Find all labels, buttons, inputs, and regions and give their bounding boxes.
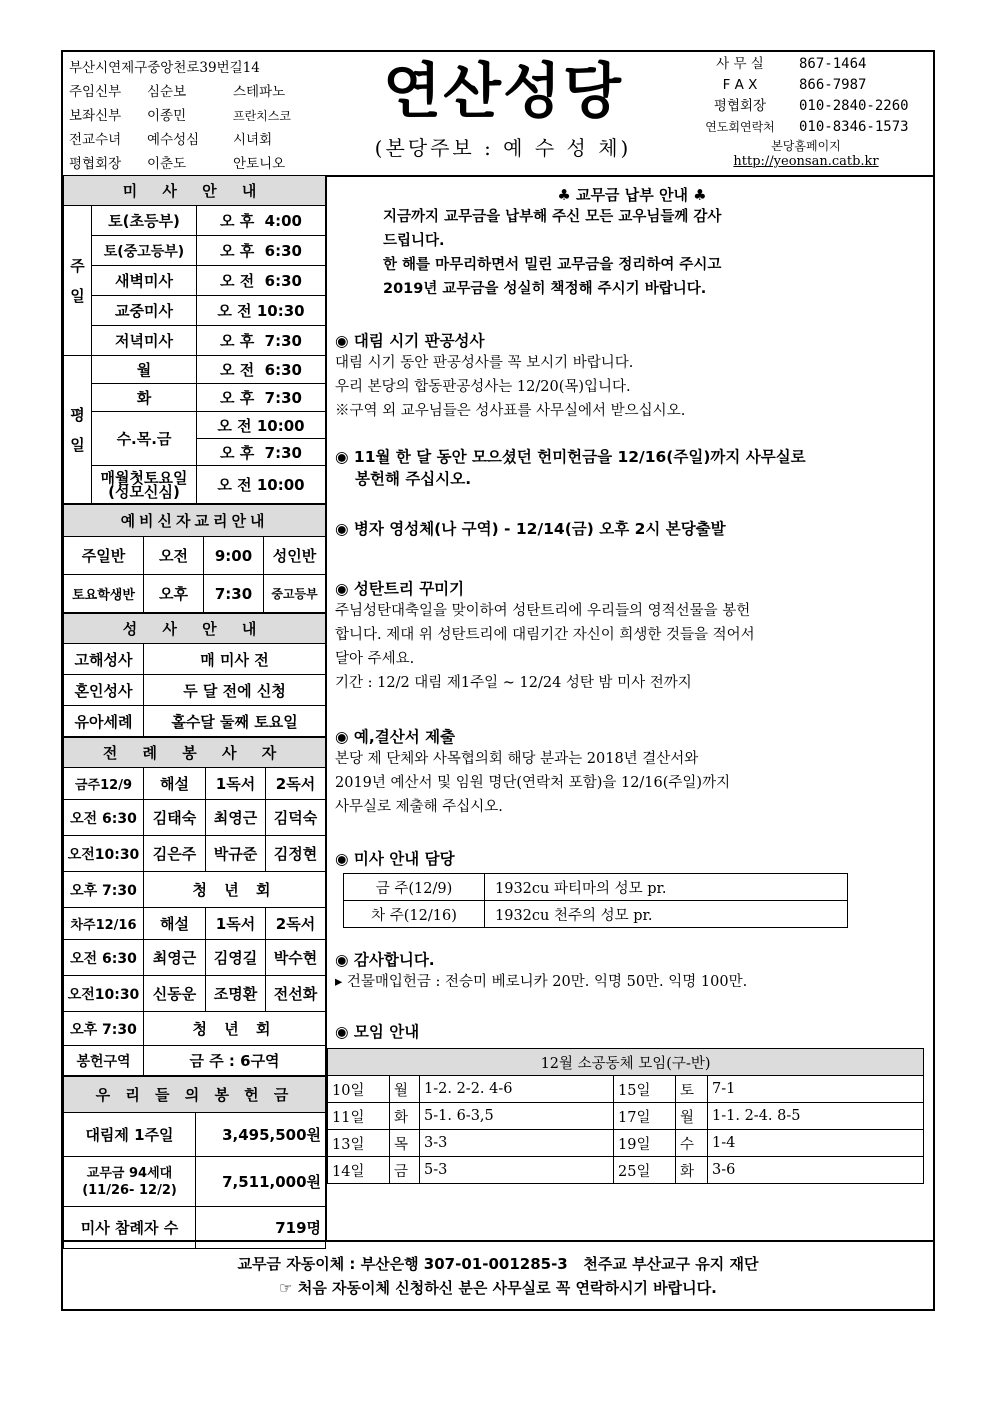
meet-date: 10일 [328, 1076, 390, 1103]
section-heading-cont: 봉헌해 주십시오. [355, 470, 472, 488]
mass-name: 저녁미사 [92, 326, 197, 356]
servers-cell: 오후 7:30 [64, 1012, 144, 1046]
staff-role: 보좌신부 [69, 108, 122, 124]
thanks-line: ▸ 건물매입헌금 : 전승미 베로니카 20만. 익명 50만. 익명 100만. [335, 974, 748, 990]
meet-day: 화 [676, 1157, 708, 1184]
mass-time: 오 후 6:30 [197, 236, 326, 266]
sacrament-value: 두 달 전에 신청 [144, 675, 326, 706]
mass-guide-title: 미 사 안 내 [64, 176, 326, 206]
table-row [328, 1076, 924, 1103]
mass-time: 오 후 7:30 [197, 384, 326, 412]
mass-time: 오 전 10:00 [197, 412, 326, 439]
sacrament-value: 매 미사 전 [144, 644, 326, 675]
header-contacts [681, 54, 931, 138]
weekday-label: 평 일 [64, 356, 92, 504]
mass-name: 매월첫토요일(성모신심) [92, 466, 197, 504]
servers-title: 전 례 봉 사 자 [64, 738, 326, 768]
staff-role: 평협회장 [69, 156, 122, 172]
class-ampm: 오전 [144, 537, 204, 575]
servers-cell: 청 년 회 [144, 872, 326, 908]
servers-table [63, 737, 326, 1076]
servers-cell: 2독서 [266, 908, 326, 940]
offering-name: 교무금 94세대 (11/26- 12/2) [64, 1157, 196, 1207]
footer-contact-line: ☞ 처음 자동이체 신청하신 분은 사무실로 꼭 연락하시기 바랍니다. [279, 1279, 717, 1297]
staff-name: 예수성심 [147, 132, 200, 148]
servers-cell: 최영근 [144, 940, 206, 976]
meet-group: 5-3 [420, 1157, 614, 1184]
district-value: 금 주 : 6구역 [144, 1046, 326, 1076]
notice-title: ♣ 교무금 납부 안내 ♣ [557, 186, 707, 204]
sunday-label: 주 일 [64, 206, 92, 356]
mass-time: 오 후 4:00 [197, 206, 326, 236]
staff-row [69, 128, 349, 152]
section-heading: ◉ 예,결산서 제출 [335, 728, 456, 746]
servers-cell: 해설 [144, 908, 206, 940]
right-column [332, 184, 929, 1184]
section-heading: ◉ 11월 한 달 동안 모으셨던 헌미헌금을 12/16(주일)까지 사무실로 [335, 448, 806, 466]
sacrament-name: 유아세례 [64, 706, 144, 737]
staff-row [69, 104, 349, 128]
table-row [328, 1130, 924, 1157]
left-column [63, 175, 325, 1249]
address: 부산시연제구중앙천로39번길14 [69, 60, 260, 76]
staff-row [69, 152, 349, 176]
contact-label: F A X [722, 77, 758, 93]
section-christmas-tree [335, 577, 929, 695]
meet-date: 19일 [614, 1130, 676, 1157]
servers-cell: 최영근 [206, 800, 266, 836]
section-line: 본당 제 단체와 사목협의회 해당 분과는 2018년 결산서와 [335, 751, 699, 767]
servers-cell: 청 년 회 [144, 1012, 326, 1046]
staff-extra: 시녀회 [233, 132, 273, 148]
meet-group: 3-3 [420, 1130, 614, 1157]
notice-line: 한 해를 마무리하면서 밀린 교무금을 정리하여 주시고 [383, 257, 722, 273]
class-ampm: 오후 [144, 575, 204, 613]
staff-role: 주임신부 [69, 84, 122, 100]
section-heading: ◉ 병자 영성체(나 구역) - 12/14(금) 오후 2시 본당출발 [335, 520, 726, 538]
servers-cell: 김은주 [144, 836, 206, 872]
meet-group: 1-1. 2-4. 8-5 [708, 1103, 924, 1130]
contact-label: 사 무 실 [716, 56, 764, 72]
contact-row [681, 117, 931, 138]
section-heading: ◉ 대림 시기 판공성사 [335, 332, 485, 350]
sacrament-title: 성 사 안 내 [64, 614, 326, 644]
meet-date: 17일 [614, 1103, 676, 1130]
offerings-table [63, 1076, 326, 1249]
servers-cell: 김태숙 [144, 800, 206, 836]
staff-extra: 스테파노 [233, 84, 286, 100]
meet-date: 11일 [328, 1103, 390, 1130]
sacrament-name: 혼인성사 [64, 675, 144, 706]
servers-cell: 신동운 [144, 976, 206, 1012]
section-line: 2019년 예산서 및 임원 명단(연락처 포함)을 12/16(주일)까지 [335, 775, 731, 791]
sacrament-value: 홀수달 둘째 토요일 [144, 706, 326, 737]
contact-row [681, 75, 931, 96]
table-row [344, 874, 848, 901]
notice-line: 지금까지 교무금을 납부해 주신 모든 교우님들께 감사 [383, 209, 722, 225]
section-mass-duty [335, 847, 929, 928]
meet-group: 1-2. 2-2. 4-6 [420, 1076, 614, 1103]
contact-value: 010-8346-1573 [799, 119, 909, 135]
notice-line: 2019년 교무금을 성실히 책정해 주시기 바랍니다. [383, 281, 707, 297]
section-heading: ◉ 모임 안내 [335, 1023, 420, 1041]
footer-bank-line: 교무금 자동이체 : 부산은행 307-01-001285-3 천주교 부산교구 유지 재단 [237, 1255, 759, 1273]
servers-cell: 오전10:30 [64, 976, 144, 1012]
class-name: 주일반 [64, 537, 144, 575]
table-row [328, 1157, 924, 1184]
servers-cell: 차주12/16 [64, 908, 144, 940]
meet-date: 15일 [614, 1076, 676, 1103]
servers-cell: 해설 [144, 768, 206, 800]
staff-extra: 안토니오 [233, 156, 286, 172]
servers-cell: 박수현 [266, 940, 326, 976]
offering-value: 3,495,500원 [196, 1113, 326, 1157]
servers-cell: 전선화 [266, 976, 326, 1012]
class-time: 7:30 [204, 575, 264, 613]
mass-time: 오 후 7:30 [197, 326, 326, 356]
servers-cell: 조명환 [206, 976, 266, 1012]
catechumen-table [63, 504, 326, 613]
sacrament-name: 고해성사 [64, 644, 144, 675]
class-group: 성인반 [264, 537, 326, 575]
class-name: 토요학생반 [64, 575, 144, 613]
notice-line: 드립니다. [383, 233, 445, 249]
mass-name: 수.목.금 [92, 412, 197, 466]
servers-cell: 김영길 [206, 940, 266, 976]
duty-week: 차 주(12/16) [344, 901, 485, 928]
section-line: ※구역 외 교우님들은 성사표를 사무실에서 받으십시오. [335, 403, 686, 419]
class-time: 9:00 [204, 537, 264, 575]
meet-group: 5-1. 6-3,5 [420, 1103, 614, 1130]
offering-name: 미사 참례자 수 [64, 1207, 196, 1249]
section-heading: ◉ 감사합니다. [335, 951, 435, 969]
meetings-title: 12월 소공동체 모임(구-반) [328, 1049, 924, 1076]
mass-time: 오 전 6:30 [197, 266, 326, 296]
servers-cell: 김덕숙 [266, 800, 326, 836]
servers-cell: 2독서 [266, 768, 326, 800]
duty-group: 1932cu 천주의 성모 pr. [485, 901, 848, 928]
mass-name: 교중미사 [92, 296, 197, 326]
contact-row [681, 54, 931, 75]
contact-row [681, 96, 931, 117]
sacrament-table [63, 613, 326, 737]
meet-day: 수 [676, 1130, 708, 1157]
servers-cell: 금주12/9 [64, 768, 144, 800]
staff-extra: 프란치스코 [233, 109, 291, 123]
section-line: 우리 본당의 합동판공성사는 12/20(목)입니다. [335, 379, 631, 395]
contact-label: 연도회연락처 [705, 120, 775, 134]
section-heading: ◉ 성탄트리 꾸미기 [335, 580, 465, 598]
meet-date: 14일 [328, 1157, 390, 1184]
servers-cell: 1독서 [206, 908, 266, 940]
section-sick-communion [335, 517, 929, 539]
section-line: 합니다. 제대 위 성탄트리에 대림기간 자신이 희생한 것들을 적어서 [335, 627, 755, 643]
homepage-link[interactable]: http://yeonsan.catb.kr [733, 154, 879, 169]
mass-name: 토(중고등부) [92, 236, 197, 266]
class-group: 중고등부 [264, 575, 326, 613]
mass-time: 오 전 6:30 [197, 356, 326, 384]
section-line: 사무실로 제출해 주십시오. [335, 799, 503, 815]
church-title: 연산성당 [383, 57, 623, 127]
servers-cell: 박규준 [206, 836, 266, 872]
staff-row [69, 80, 349, 104]
church-subtitle: (본당주보 : 예 수 성 체) [374, 136, 632, 160]
mass-duty-table [343, 873, 848, 928]
header-staff [69, 56, 349, 176]
mass-name: 화 [92, 384, 197, 412]
section-line: 대림 시기 동안 판공성사를 꼭 보시기 바랍니다. [335, 355, 634, 371]
staff-name: 이종민 [147, 108, 187, 124]
meet-day: 월 [676, 1103, 708, 1130]
duty-week: 금 주(12/9) [344, 874, 485, 901]
offering-value: 7,511,000원 [196, 1157, 326, 1207]
meet-group: 1-4 [708, 1130, 924, 1157]
meet-group: 7-1 [708, 1076, 924, 1103]
contact-value: 867-1464 [799, 56, 867, 72]
offering-name: 대림제 1주일 [64, 1113, 196, 1157]
table-row [328, 1103, 924, 1130]
servers-cell: 김정현 [266, 836, 326, 872]
homepage [681, 138, 931, 170]
contact-label: 평협회장 [713, 98, 767, 114]
catechumen-title: 예비신자교리안내 [64, 505, 326, 537]
servers-cell: 오전 6:30 [64, 940, 144, 976]
meet-date: 13일 [328, 1130, 390, 1157]
mass-name: 토(초등부) [92, 206, 197, 236]
offering-value: 719명 [196, 1207, 326, 1249]
staff-name: 심순보 [147, 84, 187, 100]
mass-time: 오 전 10:00 [197, 466, 326, 504]
section-heading: ◉ 미사 안내 담당 [335, 850, 455, 868]
section-line: 달아 주세요. [335, 651, 415, 667]
duty-group: 1932cu 파티마의 성모 pr. [485, 874, 848, 901]
mass-name: 월 [92, 356, 197, 384]
section-line: 주님성탄대축일을 맞이하여 성탄트리에 우리들의 영적선물을 봉헌 [335, 603, 751, 619]
contact-value: 866-7987 [799, 77, 867, 93]
meetings-table [327, 1048, 924, 1184]
servers-cell: 오전10:30 [64, 836, 144, 872]
header [63, 52, 933, 177]
section-budget [335, 725, 929, 819]
footer [63, 1240, 933, 1309]
section-line: 기간 : 12/2 대림 제1주일 ~ 12/24 성탄 밤 미사 전까지 [335, 675, 692, 691]
staff-name: 이춘도 [147, 156, 187, 172]
section-meetings [332, 1020, 929, 1184]
table-row [344, 901, 848, 928]
meet-date: 25일 [614, 1157, 676, 1184]
district-label: 봉헌구역 [64, 1046, 144, 1076]
notice-block [335, 184, 929, 301]
contact-value: 010-2840-2260 [799, 98, 909, 114]
staff-role: 전교수녀 [69, 132, 122, 148]
mass-guide-table [63, 175, 326, 504]
mass-time: 오 전 10:30 [197, 296, 326, 326]
section-confession [335, 329, 929, 423]
meet-day: 월 [390, 1076, 420, 1103]
meet-day: 화 [390, 1103, 420, 1130]
meet-day: 토 [676, 1076, 708, 1103]
bulletin-frame [61, 50, 935, 1311]
section-thanks [335, 948, 929, 994]
mass-name: 새벽미사 [92, 266, 197, 296]
meet-day: 목 [390, 1130, 420, 1157]
meet-group: 3-6 [708, 1157, 924, 1184]
mass-time: 오 후 7:30 [197, 439, 326, 466]
servers-cell: 1독서 [206, 768, 266, 800]
meet-day: 금 [390, 1157, 420, 1184]
offerings-title: 우 리 들 의 봉 헌 금 [64, 1077, 326, 1113]
section-offering-rice [335, 445, 929, 489]
servers-cell: 오전 6:30 [64, 800, 144, 836]
homepage-label: 본당홈페이지 [771, 139, 841, 153]
servers-cell: 오후 7:30 [64, 872, 144, 908]
